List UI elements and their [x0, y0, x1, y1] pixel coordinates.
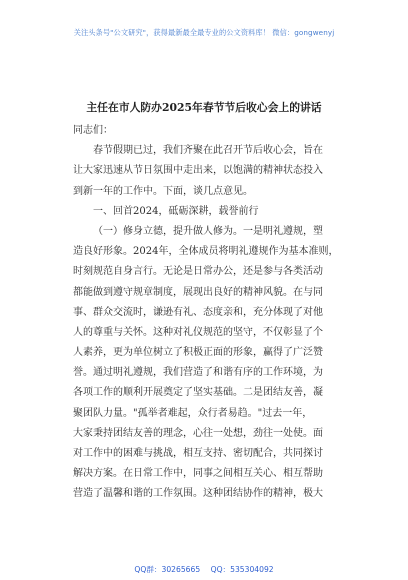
- body-line: 各项工作的顺利开展奠定了坚实基础。二是团结友善，凝: [73, 387, 323, 399]
- document-body: [73, 121, 359, 505]
- footer-contacts: [0, 564, 408, 575]
- header-notice: 关注头条号"公文研究"，获得最新最全最专业的公文资料库！ 微信：gongwenyj: [73, 28, 335, 37]
- body-line: 聚团队力量。"孤举者难起，众行者易趋。"过去一年，: [73, 407, 313, 419]
- body-line: 时刻规范自身言行。无论是日常办公，还是参与各类活动: [73, 266, 323, 278]
- body-line: 人素养，更为单位树立了积极正面的形象，赢得了广泛赞: [73, 347, 323, 359]
- body-line: 誉。通过明礼遵规，我们营造了和谐有序的工作环境，为: [73, 367, 323, 379]
- body-line: 人的尊重与关怀。这种对礼仪规范的坚守，不仅彰显了个: [73, 326, 323, 338]
- body-line: 都能做到遵守规章制度，展现出良好的精神风貌。在与同: [73, 286, 323, 298]
- body-line: 大家秉持团结友善的理念，心往一处想，劲往一处使。面: [73, 427, 323, 439]
- body-line: 到新一年的工作中。下面，谈几点意见。: [73, 185, 253, 197]
- body-line: （一）修身立德，提升做人修为。一是明礼遵规，塑: [93, 225, 323, 237]
- footer-qq-group: QQ群：30265665: [134, 565, 201, 574]
- body-line: 事、群众交流时，谦逊有礼、态度亲和，充分体现了对他: [73, 306, 323, 318]
- body-line: 营造了温馨和谐的工作氛围。这种团结协作的精神，极大: [73, 488, 323, 500]
- document-title: 主任在市人防办2025年春节节后收心会上的讲话: [86, 101, 322, 114]
- body-line: 解决方案。在日常工作中，同事之间相互关心、相互帮助: [73, 468, 323, 480]
- body-line: 让大家迅速从节日氛围中走出来，以饱满的精神状态投入: [73, 165, 323, 177]
- footer-qq: QQ：535304092: [210, 565, 274, 574]
- salutation: 同志们：: [73, 125, 113, 136]
- body-line: 春节假期已过，我们齐聚在此召开节后收心会，旨在: [93, 145, 323, 157]
- body-line: 对工作中的困难与挑战，相互支持、密切配合，共同探讨: [73, 448, 323, 459]
- section-heading: 一、回首2024，砥砺深耕，载誉前行: [93, 205, 259, 217]
- body-line: 造良好形象。2024年，全体成员将明礼遵规作为基本准则，: [73, 246, 339, 258]
